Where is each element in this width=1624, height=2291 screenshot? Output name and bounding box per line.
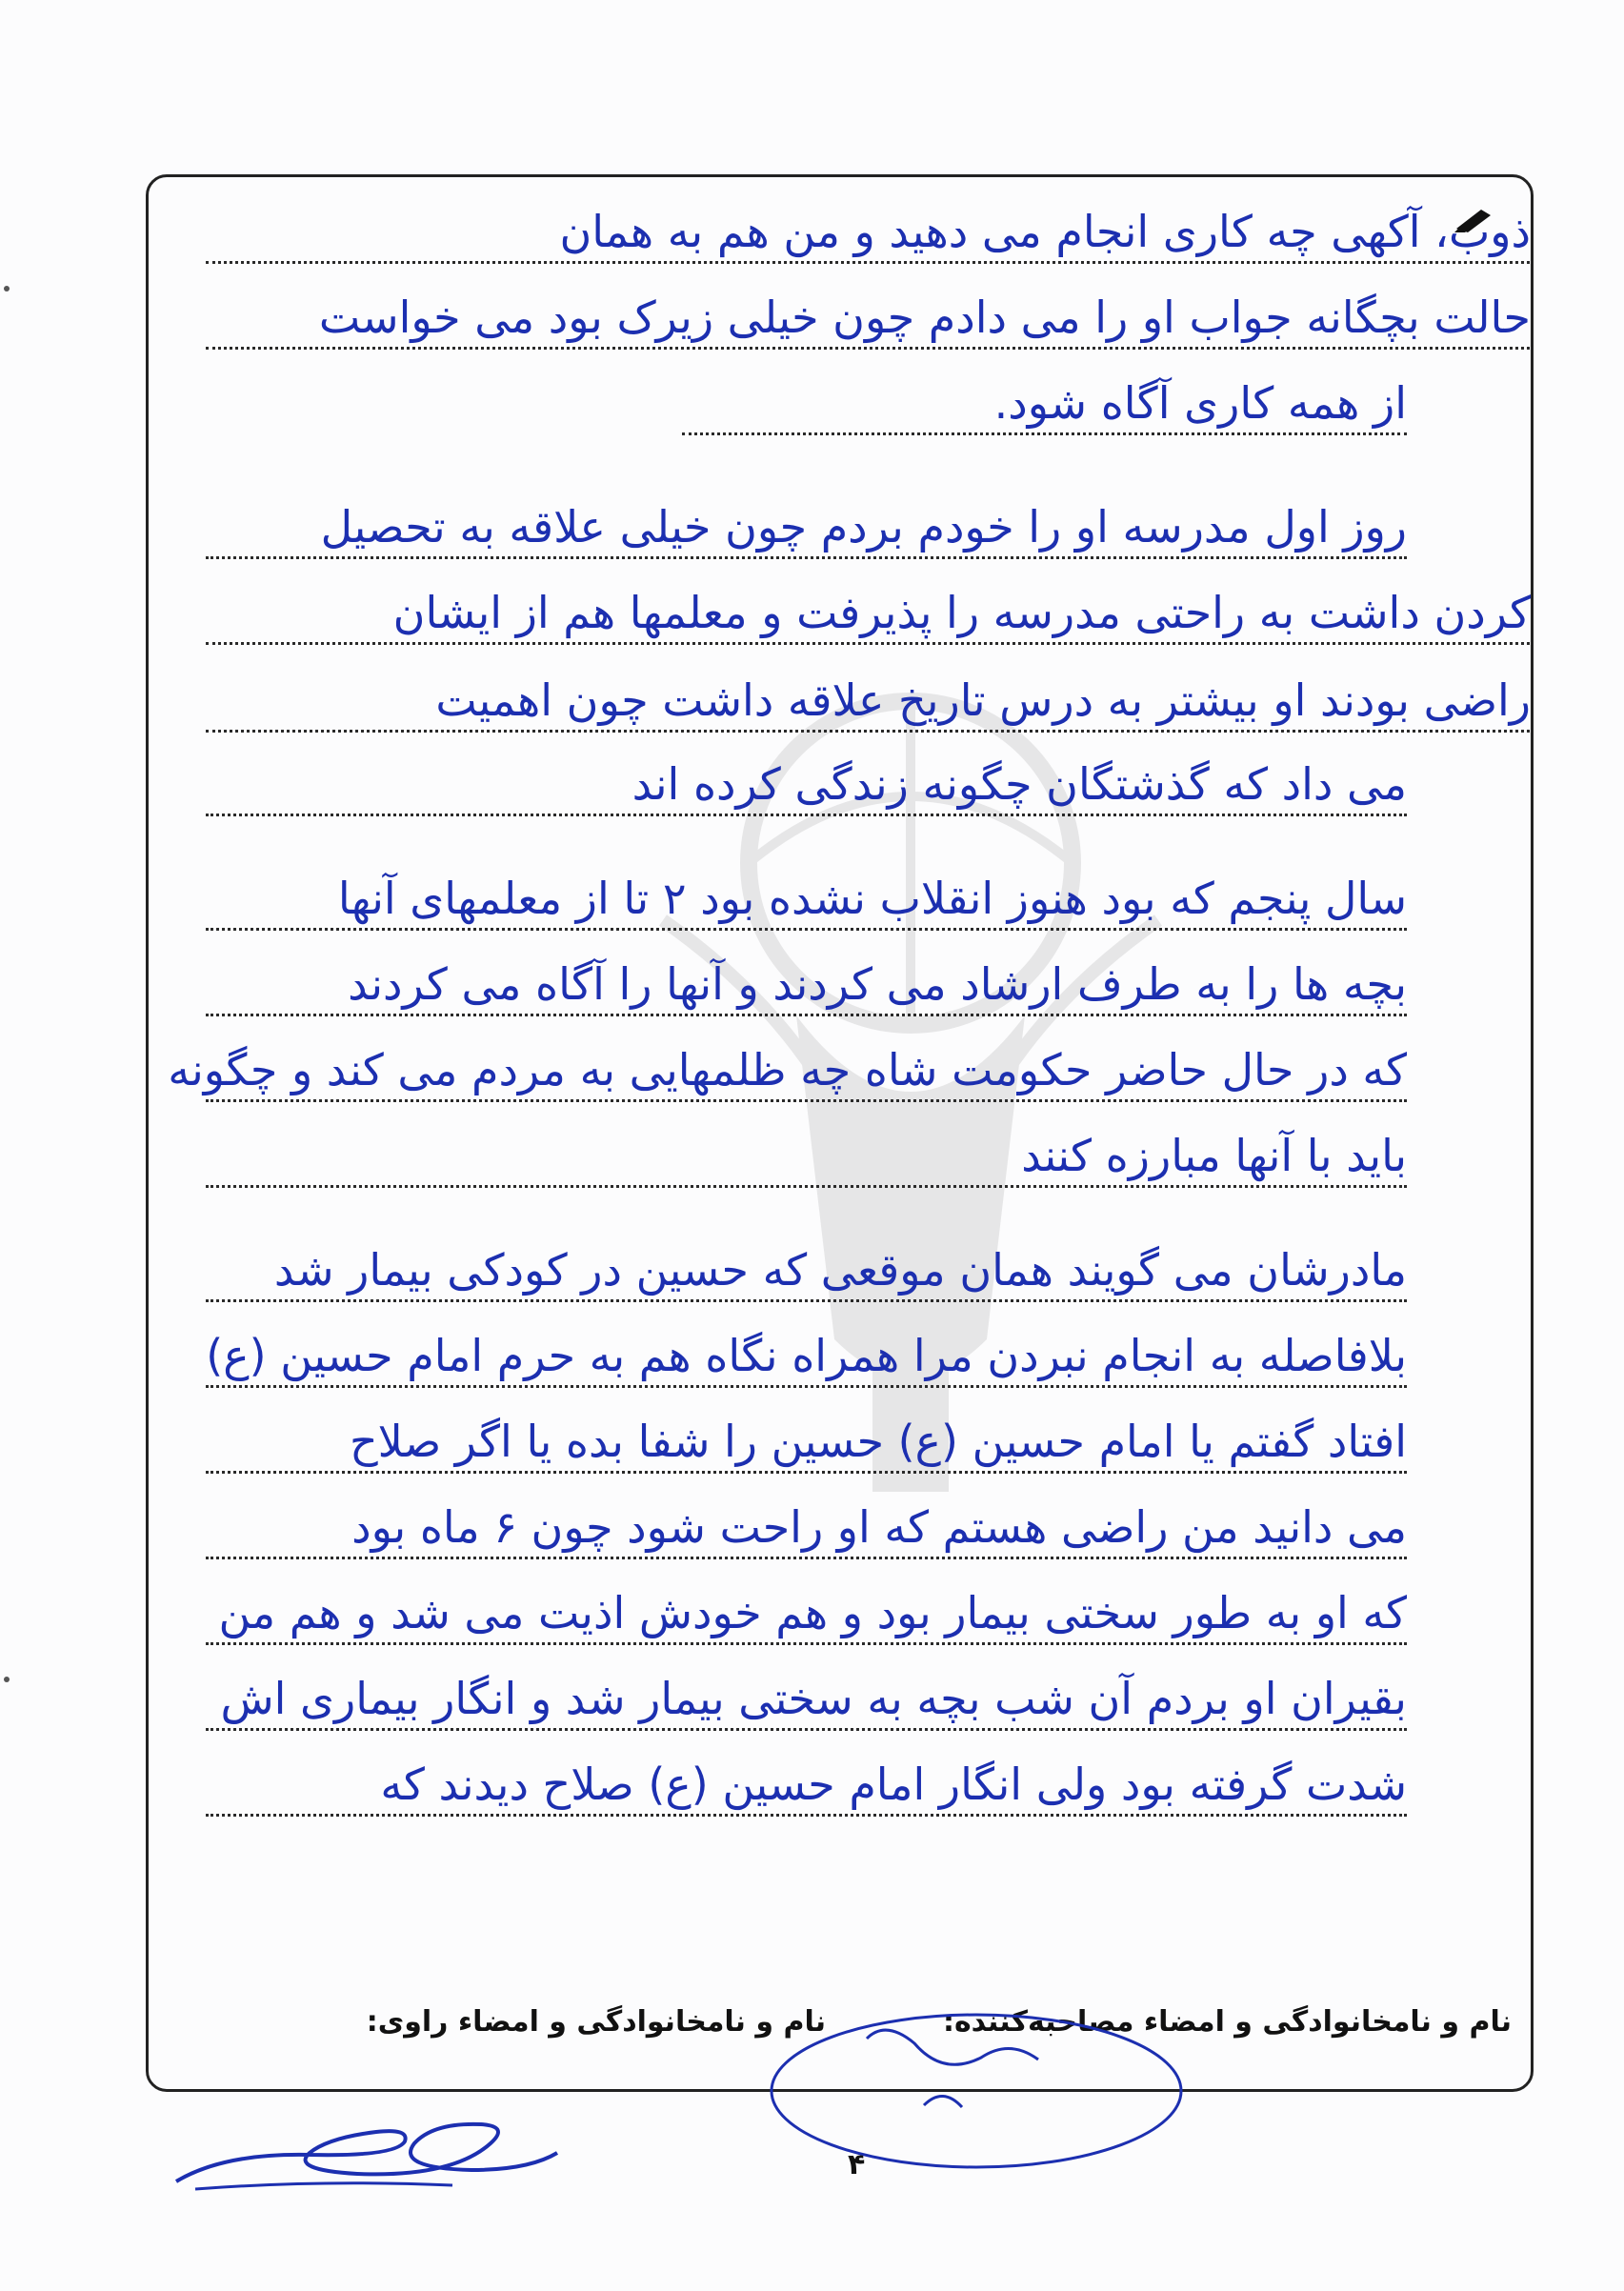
- narrator-label: نام و نامخانوادگی و امضاء راوی:: [366, 2005, 826, 2039]
- text-line: می دانید من راضی هستم که او راحت شود چون ۶ ماه بود: [206, 1492, 1407, 1559]
- text-line: ذوب، آکهی چه کاری انجام می دهید و من هم به همان: [206, 196, 1534, 264]
- text-line: باید با آنها مبارزه کنند: [206, 1120, 1407, 1188]
- narrator-signature: [167, 2115, 567, 2201]
- text-line: بقیران او بردم آن شب بچه به سختی بیمار شد و انگار بیماری اش: [206, 1663, 1407, 1731]
- text-line: حالت بچگانه جواب او را می دادم چون خیلی زیرک بود می خواست: [206, 282, 1534, 350]
- text-line: مادرشان می گویند همان موقعی که حسین در کودکی بیمار شد: [206, 1235, 1407, 1302]
- text-line: شدت گرفته بود ولی انگار امام حسین (ع) صلاح دیدند که: [206, 1749, 1407, 1817]
- text-line: سال پنجم که بود هنوز انقلاب نشده بود ۲ تا از معلمهای آنها: [206, 863, 1407, 931]
- text-line: می داد که گذشتگان چگونه زندگی کرده اند: [206, 749, 1407, 816]
- margin-mark: [4, 1677, 10, 1682]
- page-number: ۴: [848, 2148, 866, 2181]
- text-line: که او به طور سختی بیمار بود و هم خودش اذیت می شد و هم من: [206, 1578, 1407, 1645]
- text-line: روز اول مدرسه او را خودم بردم چون خیلی علاقه به تحصیل: [206, 492, 1407, 559]
- margin-mark: [4, 286, 10, 291]
- form-frame: [146, 174, 1534, 2092]
- text-line: کردن داشت به راحتی مدرسه را پذیرفت و معلمها هم از ایشان: [206, 577, 1534, 645]
- interviewer-signature: [752, 2000, 1191, 2181]
- text-line: که در حال حاضر حکومت شاه چه ظلمهایی به مردم می کند و چگونه: [206, 1035, 1407, 1102]
- text-line: بچه ها را به طرف ارشاد می کردند و آنها را آگاه می کردند: [206, 949, 1407, 1016]
- text-line: افتاد گفتم یا امام حسین (ع) حسین را شفا بده یا اگر صلاح: [206, 1406, 1407, 1474]
- text-line: راضی بودند او بیشتر به درس تاریخ علاقه داشت چون اهمیت: [206, 665, 1534, 733]
- text-line: از همه کاری آگاه شود.: [682, 368, 1407, 435]
- text-line: بلافاصله به انجام نبردن مرا همراه نگاه هم به حرم امام حسین (ع): [206, 1320, 1407, 1388]
- interviewer-label: نام و نامخانوادگی و امضاء مصاحبه‌کننده:: [942, 2005, 1512, 2039]
